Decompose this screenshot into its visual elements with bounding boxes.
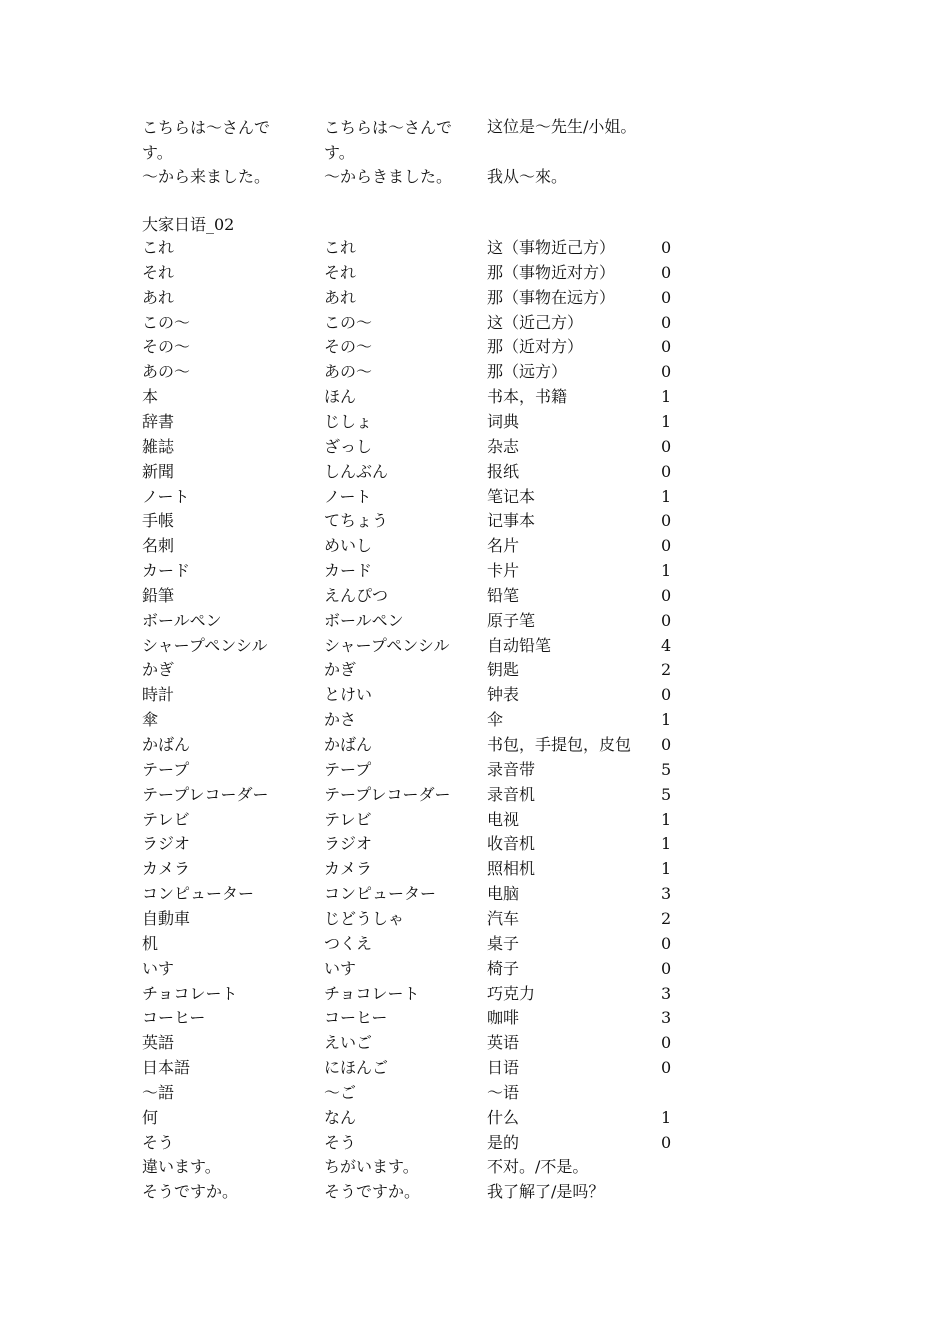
- vocab-kana: ボールペン: [324, 610, 404, 630]
- vocab-meaning: 钥匙: [487, 660, 520, 680]
- vocab-kana: あれ: [324, 287, 357, 307]
- vocab-accent: 1: [661, 561, 672, 581]
- vocab-accent: 3: [661, 884, 672, 904]
- vocab-meaning: 收音机: [487, 834, 536, 854]
- vocab-accent: 0: [661, 287, 672, 307]
- vocab-accent: 0: [661, 1033, 672, 1053]
- vocab-kana: 〜ご: [324, 1082, 357, 1102]
- vocab-accent: 4: [661, 635, 672, 655]
- vocab-meaning: 那（近对方）: [487, 337, 584, 357]
- vocab-accent: 1: [661, 387, 672, 407]
- vocab-kanji: テレビ: [142, 809, 190, 829]
- vocab-accent: 0: [661, 1132, 672, 1152]
- vocab-kanji: 雑誌: [142, 436, 175, 456]
- vocab-kanji: 何: [142, 1107, 159, 1127]
- vocab-kana: その〜: [324, 337, 373, 357]
- vocab-meaning: 日语: [487, 1058, 520, 1078]
- vocab-kanji: あの〜: [142, 362, 191, 382]
- vocab-kana: しんぶん: [324, 461, 389, 481]
- vocab-kanji: 辞書: [142, 411, 175, 431]
- vocab-accent: 0: [661, 585, 672, 605]
- vocab-kana: コンピューター: [324, 884, 437, 904]
- vocab-accent: 0: [661, 337, 672, 357]
- vocab-kana: ラジオ: [324, 834, 373, 854]
- intro-kanji: 〜から来ました。: [142, 167, 271, 186]
- vocab-meaning: 电视: [487, 809, 520, 829]
- vocab-accent: 5: [661, 759, 672, 779]
- vocab-kana: これ: [324, 238, 357, 257]
- vocab-meaning: 伞: [487, 710, 504, 730]
- vocab-accent: 0: [661, 312, 672, 332]
- vocab-meaning: 英语: [487, 1033, 520, 1053]
- vocab-kanji: あれ: [142, 287, 175, 307]
- vocab-accent: 2: [661, 908, 672, 928]
- vocab-meaning: 椅子: [487, 958, 520, 978]
- vocab-kanji: 新聞: [142, 461, 175, 481]
- vocab-accent: 0: [661, 511, 672, 531]
- vocab-kanji: いす: [142, 958, 175, 978]
- vocab-meaning: 书包，手提包，皮包: [487, 735, 632, 754]
- vocab-accent: 0: [661, 238, 672, 257]
- section-title: 大家日语_02: [142, 215, 235, 234]
- vocab-meaning: 那（远方）: [487, 362, 568, 382]
- vocab-meaning: 什么: [487, 1107, 520, 1127]
- vocab-kanji: 〜語: [142, 1082, 175, 1102]
- vocab-kanji: 机: [142, 933, 159, 953]
- vocab-kanji: その〜: [142, 337, 191, 357]
- vocab-meaning: 照相机: [487, 859, 536, 879]
- vocab-accent: 0: [661, 1058, 672, 1078]
- vocab-kanji: そう: [142, 1132, 175, 1152]
- vocab-kanji: それ: [142, 262, 175, 282]
- vocab-meaning: 〜语: [487, 1082, 520, 1102]
- vocab-kanji: 違います。: [142, 1157, 221, 1177]
- vocab-meaning: 铅笔: [487, 585, 520, 605]
- vocab-kanji: シャープペンシル: [142, 635, 268, 655]
- vocab-accent: 0: [661, 536, 672, 556]
- vocab-accent: 2: [661, 660, 672, 680]
- vocab-kana: この〜: [324, 312, 373, 332]
- vocab-accent: 3: [661, 1008, 672, 1028]
- vocab-kanji: ボールペン: [142, 610, 222, 630]
- vocab-accent: 1: [661, 834, 672, 854]
- vocab-meaning: 报纸: [487, 461, 520, 481]
- vocab-accent: 0: [661, 958, 672, 978]
- vocab-kanji: 英語: [142, 1033, 175, 1053]
- vocab-meaning: 汽车: [487, 908, 520, 928]
- vocab-meaning: 我了解了/是吗？: [487, 1182, 605, 1202]
- vocab-kana: かさ: [324, 710, 357, 730]
- vocab-accent: 0: [661, 685, 672, 705]
- vocab-kana: そうですか。: [324, 1182, 421, 1202]
- vocab-accent: 1: [661, 486, 672, 506]
- vocab-accent: 0: [661, 461, 672, 481]
- vocab-meaning: 这（近己方）: [487, 312, 584, 332]
- vocab-kana: ちがいます。: [324, 1157, 419, 1177]
- vocab-kana: テレビ: [324, 809, 372, 829]
- vocab-kanji: 本: [142, 387, 159, 407]
- vocab-kana: えいご: [324, 1033, 373, 1053]
- vocab-kana: テープレコーダー: [324, 784, 451, 804]
- vocab-accent: 0: [661, 436, 672, 456]
- vocab-kana: シャープペンシル: [324, 635, 450, 655]
- vocab-kana: カメラ: [324, 859, 373, 879]
- vocab-kana: いす: [324, 958, 357, 978]
- vocab-kanji: そうですか。: [142, 1182, 239, 1202]
- vocab-accent: 0: [661, 933, 672, 953]
- vocab-accent: 0: [661, 362, 672, 382]
- vocab-meaning: 桌子: [487, 933, 520, 953]
- vocab-meaning: 咖啡: [487, 1008, 520, 1028]
- vocab-kana: それ: [324, 262, 357, 282]
- vocab-kanji: ラジオ: [142, 834, 191, 854]
- vocab-meaning: 卡片: [487, 561, 520, 581]
- vocab-meaning: 书本，书籍: [487, 387, 568, 407]
- vocab-meaning: 原子笔: [487, 610, 536, 630]
- vocab-kana: とけい: [324, 685, 373, 705]
- vocab-kana: つくえ: [324, 933, 373, 953]
- vocab-kanji: ノート: [142, 486, 190, 506]
- intro-kana: 〜からきました。: [324, 167, 453, 186]
- vocab-kanji: カメラ: [142, 859, 191, 879]
- vocab-meaning: 那（事物在远方）: [487, 287, 616, 307]
- vocab-kanji: 手帳: [142, 511, 175, 531]
- vocab-accent: 5: [661, 784, 672, 804]
- vocab-meaning: 杂志: [487, 436, 520, 456]
- intro-meaning: 这位是〜先生/小姐。: [487, 117, 637, 136]
- vocab-kanji: この〜: [142, 312, 191, 332]
- vocab-kana: ざっし: [324, 436, 373, 456]
- vocab-meaning: 巧克力: [487, 983, 536, 1003]
- vocab-meaning: 自动铅笔: [487, 635, 552, 655]
- vocab-kana: なん: [324, 1107, 357, 1127]
- vocab-kana: じどうしゃ: [324, 908, 405, 928]
- vocab-kanji: テープ: [142, 759, 190, 779]
- intro-kanji: こちらは〜さんです。: [142, 118, 271, 162]
- vocab-kana: テープ: [324, 759, 372, 779]
- vocab-accent: 3: [661, 983, 672, 1003]
- vocab-kana: そう: [324, 1132, 357, 1152]
- vocab-meaning: 词典: [487, 411, 520, 431]
- vocab-kana: てちょう: [324, 511, 389, 531]
- vocab-kanji: チョコレート: [142, 983, 238, 1003]
- vocab-accent: 1: [661, 710, 672, 730]
- vocab-kana: にほんご: [324, 1058, 389, 1078]
- vocab-meaning: 是的: [487, 1132, 520, 1152]
- vocab-meaning: 记事本: [487, 511, 536, 531]
- vocab-kanji: 傘: [142, 710, 159, 730]
- vocab-accent: 1: [661, 809, 672, 829]
- vocab-kana: えんぴつ: [324, 585, 389, 605]
- vocab-kanji: 時計: [142, 685, 175, 705]
- vocab-kanji: 日本語: [142, 1058, 191, 1078]
- vocab-kanji: かぎ: [142, 660, 175, 680]
- vocab-kana: めいし: [324, 536, 373, 556]
- vocab-kanji: コーヒー: [142, 1008, 206, 1028]
- vocab-kana: かばん: [324, 735, 373, 754]
- vocab-meaning: 那（事物近对方）: [487, 262, 616, 282]
- vocab-kana: カード: [324, 561, 373, 581]
- vocab-kanji: かばん: [142, 735, 191, 754]
- vocab-accent: 0: [661, 262, 672, 282]
- vocab-kanji: テープレコーダー: [142, 784, 269, 804]
- vocab-kanji: 自動車: [142, 908, 191, 928]
- vocab-kana: ノート: [324, 486, 372, 506]
- vocab-kanji: カード: [142, 561, 191, 581]
- vocab-meaning: 电脑: [487, 884, 520, 904]
- intro-kana: こちらは〜さんです。: [324, 118, 453, 162]
- vocab-kana: チョコレート: [324, 983, 420, 1003]
- vocab-kanji: これ: [142, 238, 175, 257]
- vocab-accent: 1: [661, 411, 672, 431]
- vocab-meaning: 不对。/不是。: [487, 1157, 589, 1177]
- vocab-kanji: 名刺: [142, 536, 175, 556]
- vocab-accent: 1: [661, 1107, 672, 1127]
- vocab-meaning: 名片: [487, 536, 520, 556]
- vocab-kana: じしょ: [324, 411, 373, 431]
- vocab-meaning: 录音带: [487, 759, 536, 779]
- vocab-accent: 1: [661, 859, 672, 879]
- vocab-kana: あの〜: [324, 362, 373, 382]
- vocab-meaning: 笔记本: [487, 486, 536, 506]
- vocab-accent: 0: [661, 610, 672, 630]
- vocab-accent: 0: [661, 735, 672, 754]
- vocab-kana: コーヒー: [324, 1008, 388, 1028]
- vocab-meaning: 钟表: [487, 685, 520, 705]
- vocab-meaning: 这（事物近己方）: [487, 238, 616, 257]
- vocab-kana: かぎ: [324, 660, 357, 680]
- intro-meaning: 我从〜來。: [487, 167, 568, 186]
- vocab-kana: ほん: [324, 387, 357, 407]
- vocab-kanji: 鉛筆: [142, 585, 175, 605]
- vocab-meaning: 录音机: [487, 784, 536, 804]
- vocab-kanji: コンピューター: [142, 884, 255, 904]
